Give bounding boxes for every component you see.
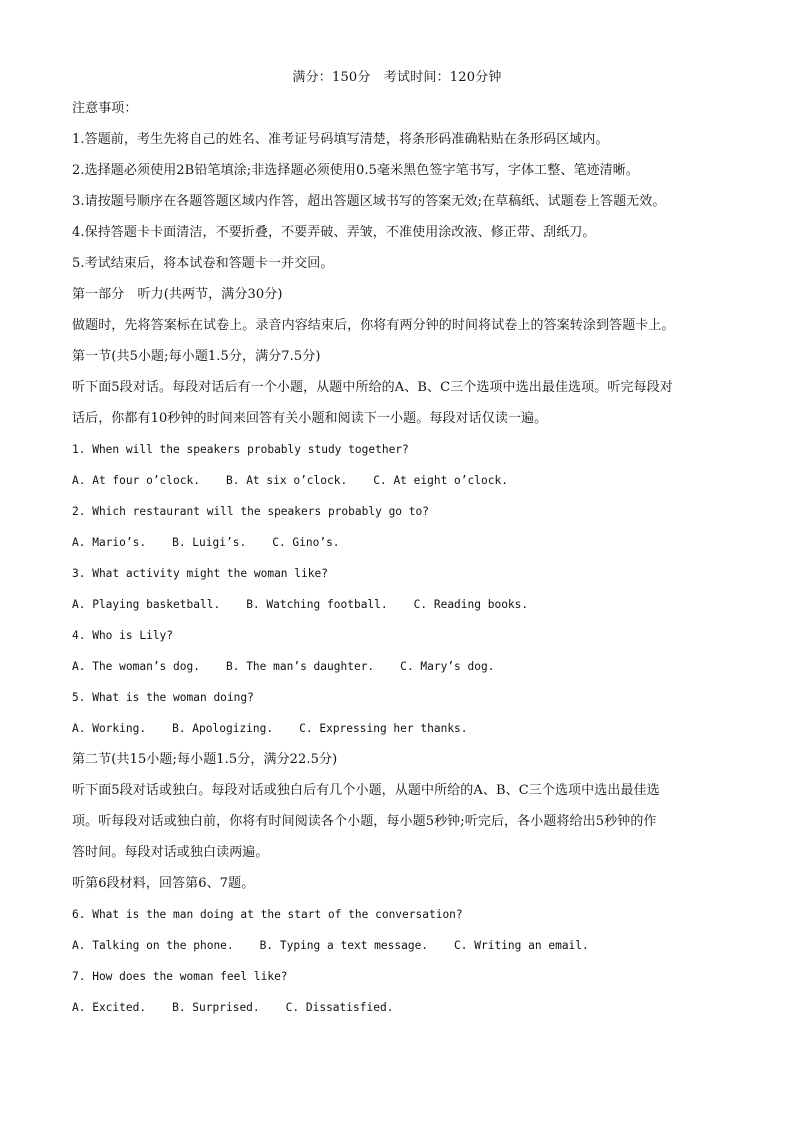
question-options [72,527,722,558]
option-c: C. At eight o’clock. [373,474,508,487]
option-b: B. Apologizing. [172,722,274,735]
notice-title: 注意事项： [72,101,138,116]
option-a: A. Playing basketball. [72,598,221,611]
question-options [72,651,722,682]
part1-instruction: 做题时，先将答案标在试卷上。录音内容结束后，你将有两分钟的时间将试卷上的答案转涂到答题卡上。 [72,318,675,333]
section2-title: 第二节(共15小题;每小题1.5分，满分22.5分) [72,752,338,767]
notice-item: 4.保持答题卡卡面清洁，不要折叠，不要弄破、弄皱，不准使用涂改液、修正带、刮纸刀。 [72,225,596,240]
part1-title: 第一部分 听力(共两节，满分30分) [72,287,283,302]
question-options [72,930,722,961]
question-options [72,713,722,744]
option-a: A. At four o’clock. [72,474,200,487]
question-text: 2. Which restaurant will the speakers probably go to? [72,505,429,518]
section2-instruction: 项。听每段对话或独白前，你将有时间阅读各个小题，每小题5秒钟;听完后，各小题将给出5秒钟的作 [72,814,657,829]
notice-item: 3.请按题号顺序在各题答题区域内作答，超出答题区域书写的答案无效;在草稿纸、试题卷上答题无效。 [72,194,666,209]
question-options [72,589,722,620]
option-b: B. At six o’clock. [225,474,348,487]
option-c: C. Gino’s. [272,536,340,549]
notice-item: 5.考试结束后，将本试卷和答题卡一并交回。 [72,256,334,271]
notice-item: 2.选择题必须使用2B铅笔填涂;非选择题必须使用0.5毫米黑色签字笔书写，字体工整、笔迹清晰。 [72,163,639,178]
option-c: C. Writing an email. [454,939,589,952]
question-options [72,992,722,1023]
option-c: C. Dissatisfied. [285,1001,394,1014]
exam-header: 满分：150分 考试时间：120分钟 [292,70,502,85]
section2-instruction: 听下面5段对话或独白。每段对话或独白后有几个小题，从题中所给的A、B、C三个选项中选出最佳选 [72,783,660,798]
option-b: B. Surprised. [172,1001,260,1014]
question-text: 7. How does the woman feel like? [72,970,288,983]
option-b: B. Watching football. [246,598,388,611]
notice-item: 1.答题前，考生先将自己的姓名、准考证号码填写清楚，将条形码准确粘贴在条形码区域内。 [72,132,609,147]
section2-instruction: 答时间。每段对话或独白读两遍。 [72,845,269,860]
option-a: A. Excited. [72,1001,147,1014]
exam-page [72,62,722,1023]
question-text: 6. What is the man doing at the start of the conversation? [72,908,463,921]
option-b: B. Typing a text message. [259,939,429,952]
question-text: 5. What is the woman doing? [72,691,254,704]
question-text: 1. When will the speakers probably study together? [72,443,409,456]
question-text: 3. What activity might the woman like? [72,567,328,580]
option-a: A. The woman’s dog. [72,660,200,673]
question-options [72,465,722,496]
section1-title: 第一节(共5小题;每小题1.5分，满分7.5分) [72,349,321,364]
option-c: C. Mary’s dog. [400,660,495,673]
option-c: C. Expressing her thanks. [299,722,468,735]
option-b: B. Luigi’s. [172,536,247,549]
option-a: A. Working. [72,722,147,735]
question-text: 4. Who is Lily? [72,629,174,642]
material-heading: 听第6段材料，回答第6、7题。 [72,876,255,891]
section1-instruction: 话后，你都有10秒钟的时间来回答有关小题和阅读下一小题。每段对话仅读一遍。 [72,411,548,426]
option-b: B. The man’s daughter. [225,660,375,673]
option-a: A. Mario’s. [72,536,147,549]
option-c: C. Reading books. [413,598,529,611]
section1-instruction: 听下面5段对话。每段对话后有一个小题，从题中所给的A、B、C三个选项中选出最佳选项。听完每段对 [72,380,673,395]
option-a: A. Talking on the phone. [72,939,234,952]
